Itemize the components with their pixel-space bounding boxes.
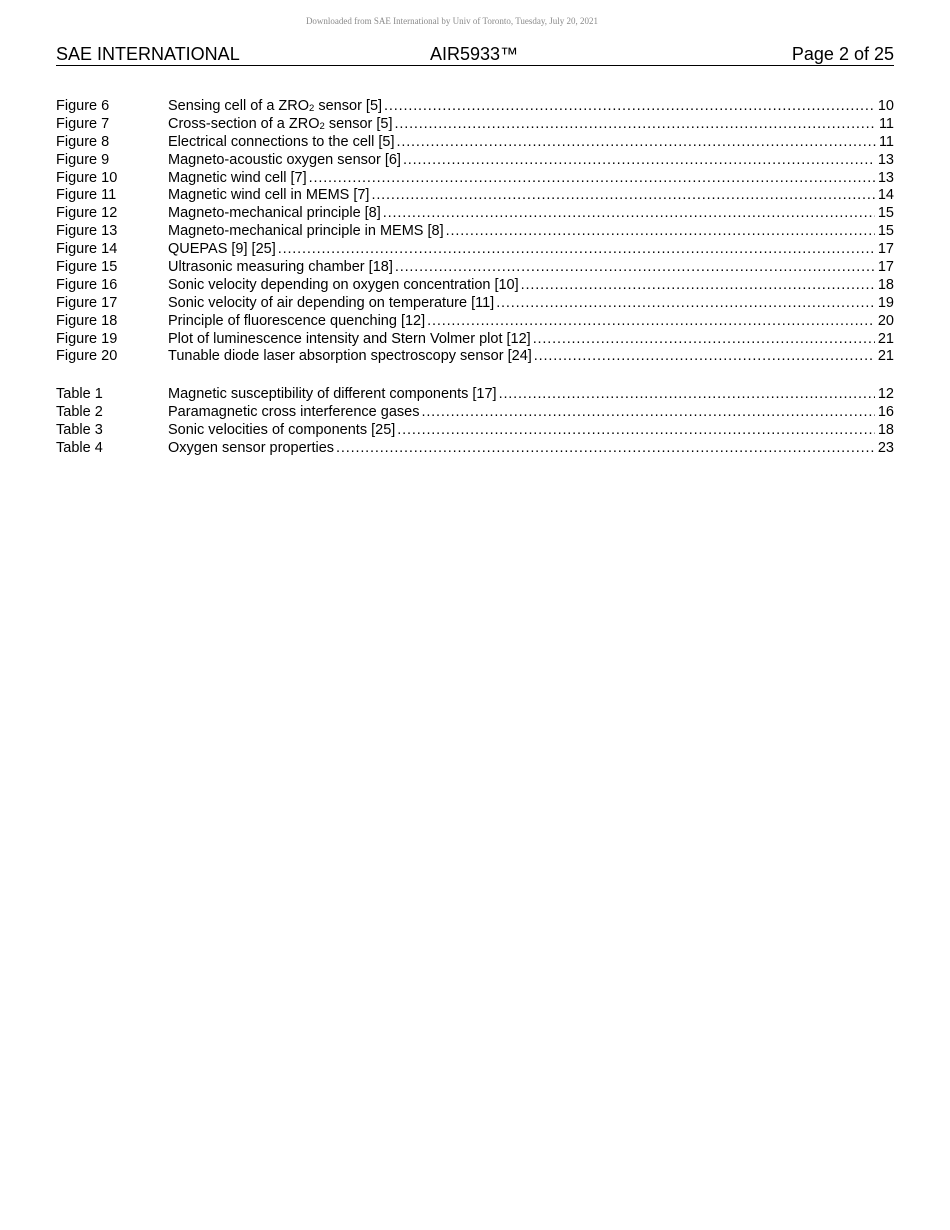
toc-dot-leader <box>427 313 875 331</box>
toc-entry-title <box>168 205 383 223</box>
toc-dot-leader <box>371 187 874 205</box>
toc-entry-label: Figure 20 <box>56 348 118 365</box>
toc-entry-title-text: QUEPAS [9] [25] <box>168 241 276 258</box>
toc-entry-page-number: 12 <box>877 386 894 402</box>
toc-entry-page-number: 15 <box>877 223 894 240</box>
toc-dot-leader <box>403 152 875 170</box>
toc-entry <box>56 98 894 116</box>
toc-entry <box>56 348 894 366</box>
toc-entry-title <box>168 386 499 404</box>
toc-dot-leader <box>496 295 875 313</box>
toc-entry <box>56 295 894 313</box>
toc-entry-title-text: Tunable diode laser absorption spectroscopy sensor [24] <box>168 348 532 365</box>
toc-entry-title <box>168 277 521 295</box>
toc-entry-title <box>168 152 403 170</box>
toc-entry-label: Figure 10 <box>56 169 118 186</box>
toc-entry-page-number: 18 <box>877 276 894 293</box>
toc-dot-leader <box>397 422 875 440</box>
toc-entry-title-text: Sonic velocity depending on oxygen concentration [10] <box>168 276 519 293</box>
toc-entry <box>56 422 894 440</box>
toc-entry-title <box>168 134 396 152</box>
toc-entry-page-number: 19 <box>877 294 894 311</box>
toc-dot-leader <box>395 116 876 134</box>
toc-entry-title-text: Sensing cell of a ZRO <box>168 98 310 114</box>
toc-entry-title-text: Paramagnetic cross interference gases <box>168 403 420 420</box>
header-page-number: Page 2 of 25 <box>791 44 894 64</box>
toc-entry-title <box>168 404 421 422</box>
toc-dot-leader <box>384 98 875 116</box>
toc-entry-page-number: 17 <box>877 259 894 276</box>
toc-entry <box>56 386 894 404</box>
toc-entry-title-text: Magneto-mechanical principle in MEMS [8] <box>168 223 444 240</box>
toc-entry-label: Figure 15 <box>56 259 118 276</box>
toc-dot-leader <box>336 440 875 458</box>
toc-dot-leader <box>534 348 875 366</box>
toc-entry <box>56 404 894 422</box>
download-notice: Downloaded from SAE International by Univ of Toronto, Tuesday, July 20, 2021 <box>305 16 599 26</box>
toc-entry-label: Figure 8 <box>56 133 110 150</box>
toc-dot-leader <box>396 134 875 152</box>
list-of-figures <box>56 98 894 366</box>
toc-dot-leader <box>278 241 875 259</box>
toc-entry-page-number: 17 <box>877 241 894 258</box>
toc-entry-title-subscript: 2 <box>309 103 315 114</box>
toc-entry <box>56 170 894 188</box>
toc-entry <box>56 277 894 295</box>
toc-entry-title-text: Cross-section of a ZRO <box>168 115 320 132</box>
toc-entry-title <box>168 259 395 277</box>
toc-entry-page-number: 20 <box>877 312 894 329</box>
toc-entry-title <box>168 295 496 313</box>
header-organization: SAE INTERNATIONAL <box>56 44 240 64</box>
toc-entry-title-text: Ultrasonic measuring chamber [18] <box>168 259 393 276</box>
toc-entry <box>56 313 894 331</box>
toc-entry-title-text: Sonic velocities of components [25] <box>168 421 396 438</box>
toc-entry <box>56 440 894 458</box>
toc-entry-label: Figure 19 <box>56 330 118 347</box>
toc-entry-page-number: 21 <box>877 330 894 347</box>
toc-entry-page-number: 11 <box>878 115 894 132</box>
toc-entry-title <box>168 313 427 331</box>
toc-entry-page-number: 18 <box>877 421 894 438</box>
toc-entry-title <box>168 223 446 241</box>
toc-entry <box>56 116 894 134</box>
toc-entry-label: Table 4 <box>56 439 103 456</box>
toc-entry-label: Figure 12 <box>56 205 118 222</box>
toc-entry-label: Figure 14 <box>56 241 118 258</box>
toc-entry-page-number: 11 <box>878 133 894 150</box>
toc-entry-label: Figure 13 <box>56 223 118 240</box>
toc-entry <box>56 331 894 349</box>
toc-dot-leader <box>421 404 874 422</box>
toc-entry-title-text: Oxygen sensor properties <box>168 439 335 456</box>
toc-entry-title <box>168 98 384 117</box>
toc-entry-title <box>168 440 336 458</box>
toc-entry-title-text: Plot of luminescence intensity and Stern Volmer plot [12] <box>168 330 531 347</box>
toc-entry-page-number: 13 <box>877 151 894 168</box>
toc-entry-page-number: 13 <box>877 169 894 186</box>
toc-entry-label: Figure 11 <box>56 187 117 204</box>
toc-entry-title-text: Sonic velocity of air depending on temperature [11] <box>168 294 495 311</box>
toc-entry-title-text: Magneto-acoustic oxygen sensor [6] <box>168 151 401 168</box>
toc-entry-title-text: Magneto-mechanical principle [8] <box>168 205 381 222</box>
toc-entry-label: Table 1 <box>56 386 103 402</box>
toc-dot-leader <box>446 223 875 241</box>
toc-entry <box>56 187 894 205</box>
toc-dot-leader <box>499 386 875 404</box>
toc-entry-label: Table 3 <box>56 421 103 438</box>
toc-entry-label: Table 2 <box>56 403 103 420</box>
toc-entry-label: Figure 16 <box>56 276 118 293</box>
toc-entry-title <box>168 331 533 349</box>
toc-entry <box>56 241 894 259</box>
toc-entry-page-number: 15 <box>877 205 894 222</box>
toc-entry-title <box>168 422 397 440</box>
toc-entry-label: Figure 17 <box>56 294 118 311</box>
toc-entry-title <box>168 170 309 188</box>
toc-entry <box>56 259 894 277</box>
toc-entry-label: Figure 7 <box>56 115 110 132</box>
list-of-tables <box>56 386 894 458</box>
toc-entry-title-text: Principle of fluorescence quenching [12] <box>168 312 426 329</box>
toc-entry-title <box>168 187 371 205</box>
toc-entry-label: Figure 18 <box>56 312 118 329</box>
toc-entry <box>56 152 894 170</box>
toc-entry-page-number: 23 <box>877 439 894 456</box>
toc-dot-leader <box>395 259 875 277</box>
toc-dot-leader <box>309 170 875 188</box>
toc-entry-label: Figure 9 <box>56 151 110 168</box>
header-document-id: AIR5933™ <box>430 44 519 64</box>
toc-entry-page-number: 21 <box>877 348 894 365</box>
toc-entry-label: Figure 6 <box>56 98 110 114</box>
page-header <box>56 44 894 66</box>
toc-entry-title-text-suffix: sensor [5] <box>314 98 383 114</box>
toc-entry-title <box>168 116 395 135</box>
toc-entry-title <box>168 241 278 259</box>
toc-dot-leader <box>383 205 875 223</box>
toc-entry-page-number: 16 <box>877 403 894 420</box>
toc-entry <box>56 223 894 241</box>
toc-entry-title-text: Magnetic susceptibility of different components [17] <box>168 386 497 402</box>
toc-entry-page-number: 10 <box>877 98 894 114</box>
toc-entry <box>56 134 894 152</box>
toc-dot-leader <box>521 277 875 295</box>
toc-entry-title-text: Electrical connections to the cell [5] <box>168 133 395 150</box>
toc-entry <box>56 205 894 223</box>
toc-entry-title-text: Magnetic wind cell in MEMS [7] <box>168 187 370 204</box>
toc-entry-title <box>168 348 534 366</box>
toc-entry-title-subscript: 2 <box>319 120 325 132</box>
toc-dot-leader <box>533 331 875 349</box>
toc-entry-title-text-suffix: sensor [5] <box>324 115 393 132</box>
toc-entry-title-text: Magnetic wind cell [7] <box>168 169 307 186</box>
toc-entry-page-number: 14 <box>877 187 894 204</box>
